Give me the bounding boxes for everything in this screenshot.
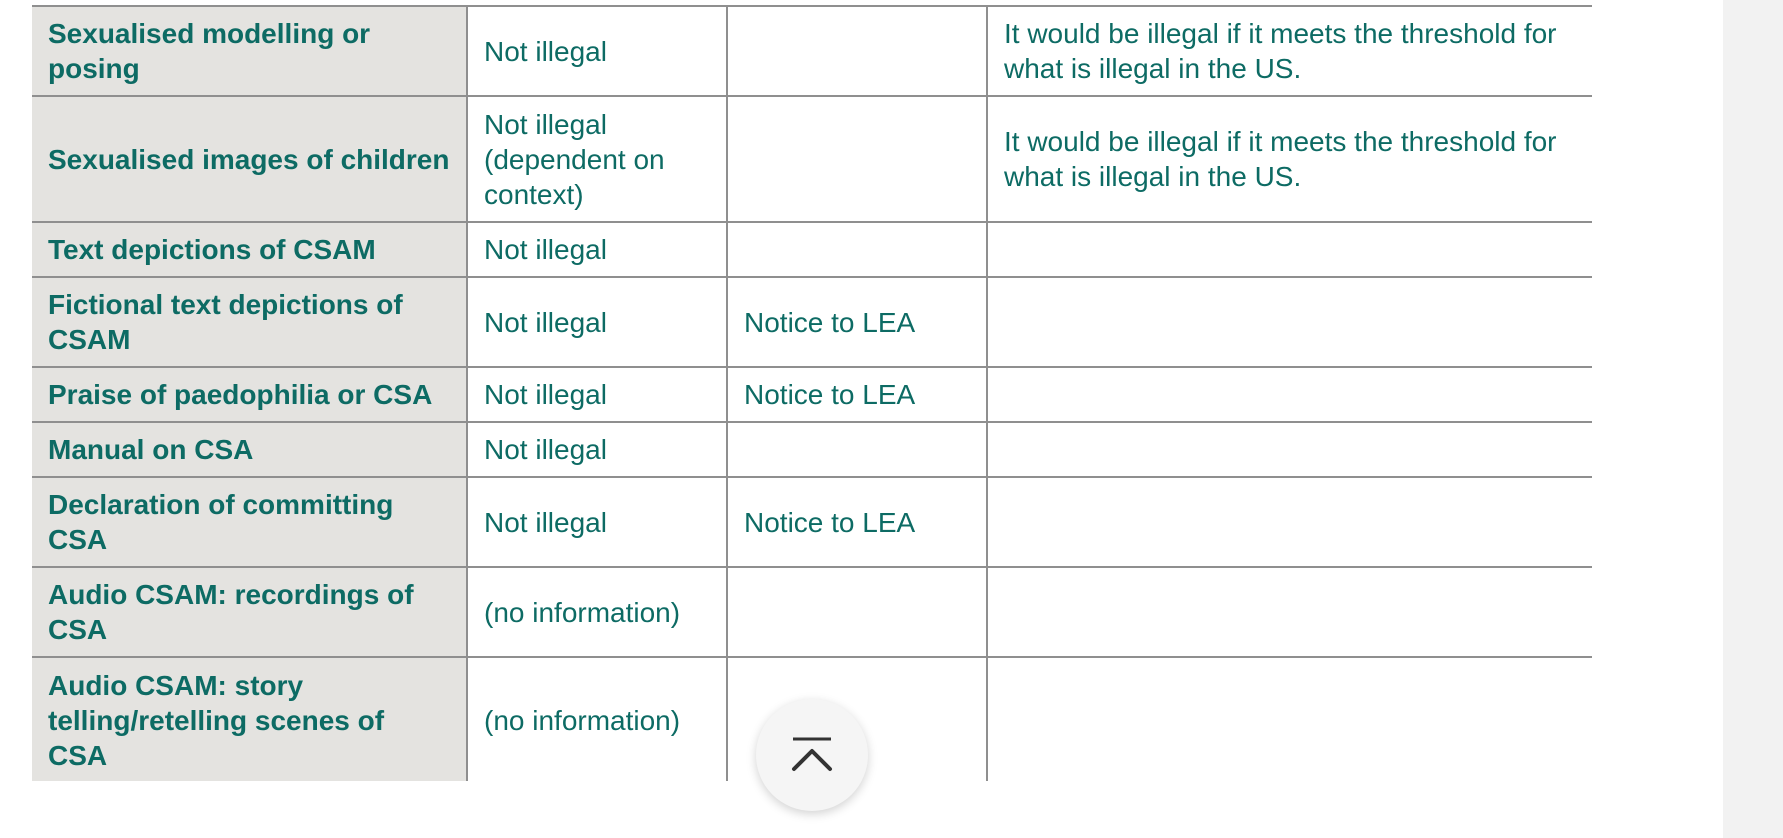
note-cell [987,367,1592,422]
note-cell: It would be illegal if it meets the threshold for what is illegal in the US. [987,6,1592,96]
table-row [32,277,1592,367]
category-cell: Text depictions of CSAM [32,222,467,277]
legal-status-table [32,5,1592,783]
action-cell [727,422,987,477]
action-cell [727,222,987,277]
note-cell [987,477,1592,567]
page-bottom-margin [0,781,1723,838]
status-cell: Not illegal [467,422,727,477]
status-cell: Not illegal [467,477,727,567]
status-cell: Not illegal (dependent on context) [467,96,727,222]
category-cell: Manual on CSA [32,422,467,477]
action-cell: Notice to LEA [727,477,987,567]
table-row [32,367,1592,422]
note-cell [987,657,1592,783]
category-cell: Sexualised images of children [32,96,467,222]
status-cell: Not illegal [467,6,727,96]
note-cell: It would be illegal if it meets the threshold for what is illegal in the US. [987,96,1592,222]
table-row [32,6,1592,96]
action-cell [727,6,987,96]
table-row [32,222,1592,277]
note-cell [987,567,1592,657]
scrollbar-track[interactable] [1723,0,1783,838]
status-cell: (no information) [467,567,727,657]
table-row [32,477,1592,567]
back-to-top-button[interactable] [756,699,868,811]
action-cell [727,567,987,657]
status-cell: Not illegal [467,277,727,367]
category-cell: Declaration of committing CSA [32,477,467,567]
category-cell: Fictional text depictions of CSAM [32,277,467,367]
status-cell: Not illegal [467,222,727,277]
table-row [32,96,1592,222]
table-row [32,422,1592,477]
category-cell: Audio CSAM: recordings of CSA [32,567,467,657]
action-cell: Notice to LEA [727,367,987,422]
category-cell: Praise of paedophilia or CSA [32,367,467,422]
note-cell [987,277,1592,367]
table-row [32,567,1592,657]
note-cell [987,422,1592,477]
action-cell: Notice to LEA [727,277,987,367]
action-cell [727,96,987,222]
chevron-up-to-top-icon [790,736,834,774]
category-cell: Audio CSAM: story telling/retelling scenes of CSA [32,657,467,783]
note-cell [987,222,1592,277]
status-cell: Not illegal [467,367,727,422]
status-cell: (no information) [467,657,727,783]
category-cell: Sexualised modelling or posing [32,6,467,96]
